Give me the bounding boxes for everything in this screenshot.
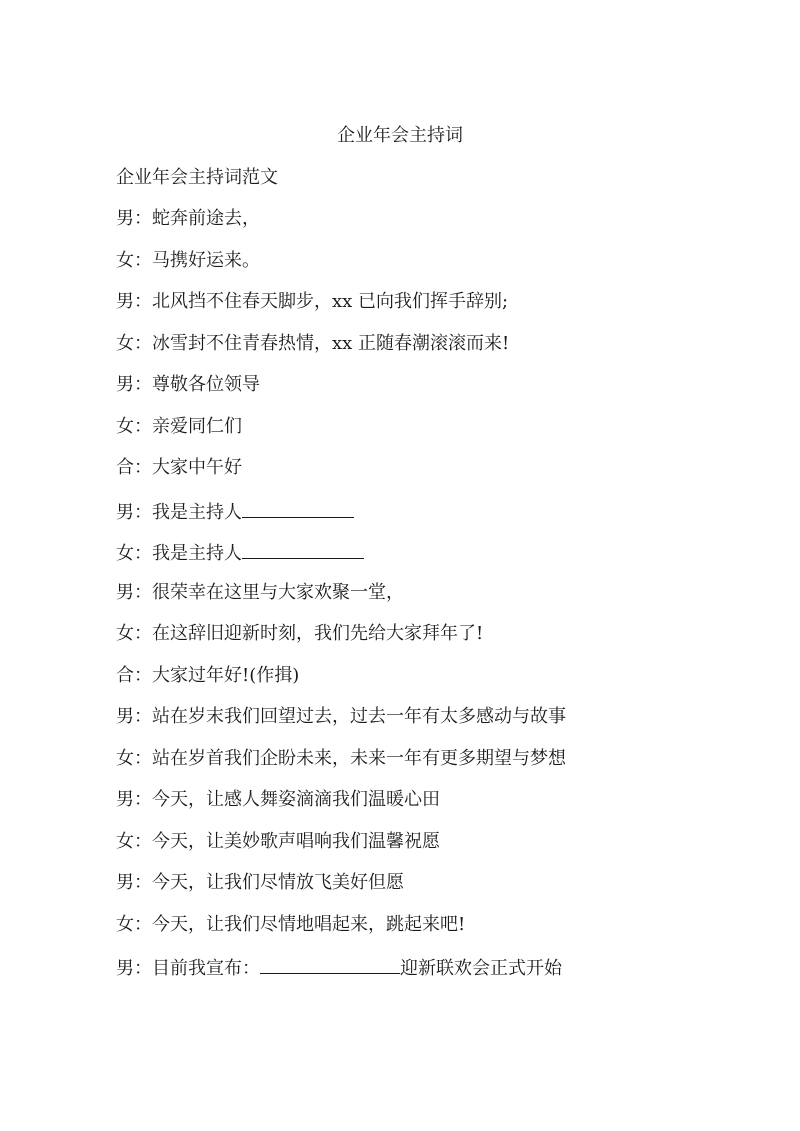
script-line [116, 290, 566, 314]
script-line [116, 747, 566, 771]
fill-in-blank [242, 498, 354, 518]
document-title: 企业年会主持词 [337, 125, 463, 146]
script-line [116, 207, 566, 231]
line-text: 女：马携好运来。 [116, 249, 260, 271]
script-line [116, 705, 566, 729]
script-line [116, 788, 566, 812]
fill-in-blank [242, 539, 364, 559]
script-line [116, 664, 566, 688]
line-text: 女：我是主持人 [116, 543, 242, 564]
line-text: 男：很荣幸在这里与大家欢聚一堂， [116, 581, 404, 603]
line-text: 女：冰雪封不住青春热情，xx 正随春潮滚滚而来! [116, 332, 510, 354]
line-text: 男：北风挡不住春天脚步，xx 已向我们挥手辞别; [116, 291, 509, 312]
line-text: 女：在这辞旧迎新时刻，我们先给大家拜年了! [116, 623, 484, 644]
line-text: 女：亲爱同仁们 [116, 415, 242, 437]
script-line [116, 415, 566, 439]
line-text: 男：目前我宣布： [116, 958, 260, 979]
script-line [116, 456, 566, 480]
script-line [116, 830, 566, 854]
script-line [116, 871, 566, 895]
line-text: 男：站在岁末我们回望过去，过去一年有太多感动与故事 [116, 706, 566, 727]
line-text: 合：大家过年好!(作揖) [116, 664, 300, 686]
script-line [116, 332, 566, 356]
line-text: 女：今天，让我们尽情地唱起来，跳起来吧! [116, 913, 466, 935]
line-text: 女：站在岁首我们企盼未来，未来一年有更多期望与梦想 [116, 747, 566, 769]
script-line [116, 581, 566, 605]
line-text: 女：今天，让美妙歌声唱响我们温馨祝愿 [116, 830, 440, 852]
document-subtitle: 企业年会主持词范文 [116, 167, 278, 188]
line-text: 合：大家中午好 [116, 457, 242, 478]
line-text: 男：尊敬各位领导 [116, 374, 260, 395]
line-text: 男：今天，让我们尽情放飞美好但愿 [116, 872, 404, 893]
script-line [116, 954, 566, 978]
script-line [116, 249, 566, 273]
script-lines [116, 207, 566, 996]
script-line [116, 373, 566, 397]
line-text: 男：我是主持人 [116, 501, 242, 523]
line-text: 男：蛇奔前途去， [116, 208, 260, 229]
line-text: 男：今天，让感人舞姿滴滴我们温暖心田 [116, 789, 440, 810]
script-line [116, 498, 566, 522]
script-line [116, 539, 566, 563]
script-line [116, 913, 566, 937]
fill-in-blank [260, 954, 400, 974]
script-line [116, 622, 566, 646]
line-text-after-blank: 迎新联欢会正式开始 [400, 958, 562, 979]
